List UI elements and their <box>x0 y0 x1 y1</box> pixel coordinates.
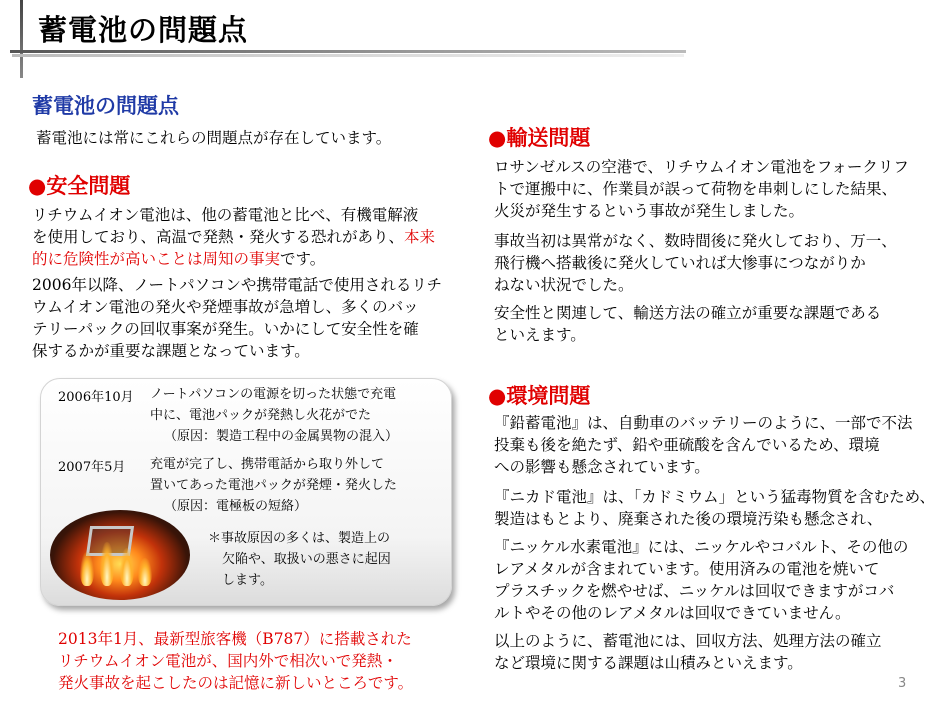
b787-note-line: リチウムイオン電池が、国内外で相次いで発熱・ <box>58 652 398 670</box>
transport-line: ねない状況でした。 <box>494 276 634 294</box>
incident-text-1 <box>150 384 398 447</box>
environment-paragraph-2 <box>494 486 940 530</box>
environment-line: への影響も懸念されています。 <box>494 458 710 476</box>
flame-shape <box>120 548 134 586</box>
text-run: を使用しており、高温で発熱・発火する恐れがあり、 <box>32 228 405 246</box>
environment-line: 以上のように、蓄電池には、回収方法、処理方法の確立 <box>494 632 882 650</box>
safety-p2-line: 2006年以降、ノートパソコンや携帯電話で使用されるリチ <box>32 276 443 294</box>
safety-p2-line: ウムイオン電池の発火や発煙事故が急増し、多くのバッ <box>32 298 419 316</box>
transport-heading: ●輸送問題 <box>488 126 591 150</box>
incident-text-2 <box>150 454 397 517</box>
safety-heading: ●安全問題 <box>28 174 131 198</box>
safety-p1-line <box>32 248 452 270</box>
incident-line: （原因：製造工程中の金属異物の混入） <box>164 429 399 444</box>
title-horizontal-rule <box>10 50 686 53</box>
b787-note-line: 発火事故を起こしたのは記憶に新しいところです。 <box>58 674 414 692</box>
flame-shape <box>80 552 94 586</box>
environment-paragraph-1 <box>494 412 940 478</box>
text-run: です。 <box>280 250 326 268</box>
incident-line: ノートパソコンの電源を切った状態で充電 <box>150 387 397 402</box>
safety-p1-line: リチウムイオン電池は、他の蓄電池と比べ、有機電解液 <box>32 206 419 224</box>
safety-paragraph-2 <box>32 274 472 362</box>
incident-line: （原因：電極板の短絡） <box>164 499 308 514</box>
safety-p1-line <box>32 226 452 248</box>
title-rule-shadow <box>12 54 684 57</box>
transport-line: 事故当初は異常がなく、数時間後に発火しており、万一、 <box>494 232 897 250</box>
b787-note-line: 2013年1月、最新型旅客機（B787）に搭載された <box>58 630 412 648</box>
environment-line: 投棄も後を絶たず、鉛や亜硫酸を含んでいるため、環境 <box>494 436 880 454</box>
incident-line: 置いてあった電池パックが発煙・発火した <box>150 478 397 493</box>
flame-shape <box>100 542 114 586</box>
incident-note <box>208 528 391 591</box>
environment-paragraph-3 <box>494 536 940 624</box>
section-heading: 蓄電池の問題点 <box>32 94 179 118</box>
page-number: 3 <box>898 676 907 691</box>
safety-p2-line: テリーパックの回収事案が発生。いかにして安全性を確 <box>32 320 419 338</box>
transport-line: といえます。 <box>494 326 586 344</box>
transport-paragraph-3 <box>494 302 940 346</box>
transport-line: 飛行機へ搭載後に発火していれば大惨事につながりか <box>494 254 866 272</box>
incident-line: 充電が完了し、携帯電話から取り外して <box>150 457 385 472</box>
transport-line: 安全性と関連して、輸送方法の確立が重要な課題である <box>494 304 882 322</box>
incident-note-line: 欠陥や、取扱いの悪さに起因 <box>222 552 391 567</box>
incident-note-line: ＊事故原因の多くは、製造上の <box>208 531 391 546</box>
transport-paragraph-1 <box>494 156 940 222</box>
transport-paragraph-2 <box>494 230 940 296</box>
environment-paragraph-4 <box>494 630 940 674</box>
transport-line: ロサンゼルスの空港で、リチウムイオン電池をフォークリフ <box>494 158 909 176</box>
environment-line: 『鉛蓄電池』は、自動車のバッテリーのように、一部で不法 <box>494 414 913 432</box>
safety-paragraph-1 <box>32 204 452 270</box>
environment-line: 製造はもとより、廃棄された後の環境汚染も懸念され、 <box>494 510 883 528</box>
environment-heading: ●環境問題 <box>488 384 591 408</box>
environment-line: レアメタルが含まれています。使用済みの電池を焼いて <box>494 560 880 578</box>
transport-line: 火災が発生するという事故が発生しました。 <box>494 202 805 220</box>
b787-note <box>58 628 413 694</box>
intro-text: 蓄電池には常にこれらの問題点が存在しています。 <box>36 129 392 147</box>
incident-date-1: 2006年10月 <box>58 390 134 405</box>
environment-line: ルトやその他のレアメタルは回収できていません。 <box>494 604 851 622</box>
fire-photo <box>50 510 190 600</box>
emphasis-text: 的に危険性が高いことは周知の事実 <box>32 250 281 268</box>
flame-shape <box>138 558 152 586</box>
slide-title: 蓄電池の問題点 <box>38 13 249 47</box>
incident-line: 中に、電池パックが発熱し火花がでた <box>150 408 372 423</box>
safety-p2-line: 保するかが重要な課題となっています。 <box>32 342 310 360</box>
environment-line: 『ニッケル水素電池』には、ニッケルやコバルト、その他の <box>494 538 909 556</box>
incident-date-2: 2007年5月 <box>58 460 126 475</box>
transport-line: トで運搬中に、作業員が誤って荷物を串刺しにした結果、 <box>494 180 898 198</box>
environment-line: など環境に関する課題は山積みといえます。 <box>494 654 803 672</box>
title-vertical-rule <box>20 0 23 78</box>
incident-note-line: します。 <box>222 573 273 588</box>
emphasis-text: 本来 <box>404 228 436 246</box>
environment-line: 『ニカド電池』は、「カドミウム」という猛毒物質を含むため、 <box>494 488 935 506</box>
environment-line: プラスチックを燃やせば、ニッケルは回収できますがコバ <box>494 582 895 600</box>
